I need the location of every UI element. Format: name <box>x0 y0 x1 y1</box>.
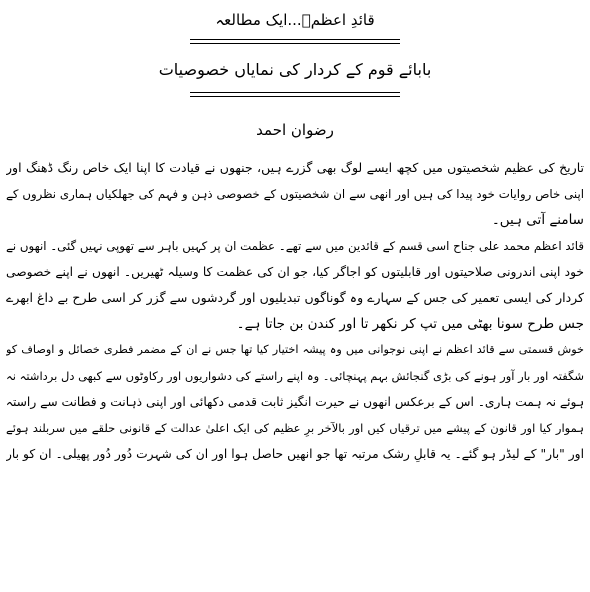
article-title: بابائے قوم کے کردار کی نمایاں خصوصیات <box>158 60 432 79</box>
body-line: جس طرح سونا بھٹی میں تپ کر نکھر تا اور کندن بن جاتا ہے۔ <box>236 316 584 332</box>
body-line: سامنے آتی ہیں۔ <box>491 212 584 228</box>
body-line: ہموار کیا اور قانون کے پیشے میں ترقیاں کیں اور بالآخر برِ عظیم کی ایک اعلیٰ عدالت کے قانونی حلقے میں سربلند ہوئے <box>6 421 584 435</box>
body-line: خود اپنی اندرونی صلاحیتوں اور قابلیتوں کو اجاگر کیا، جو ان کی عظمت کا وسیلہ ٹھیریں۔ انھوں نے اپنے خصوصی <box>6 265 584 279</box>
title-rule-bottom <box>190 92 400 93</box>
body-line: قائد اعظم محمد علی جناح اسی قسم کے قائدین میں سے تھے۔ عظمت ان پر کہیں باہر سے تھوپی نہیں گئی۔ انھوں نے <box>6 239 584 253</box>
body-line: کردار کی ایسی تعمیر کی جس کے سہارے وہ گوناگوں تبدیلیوں اور گردشوں سے گزر کر اسی طرح بے داغ ابھرے <box>6 290 584 305</box>
body-line: خوش قسمتی سے قائد اعظم نے اپنی نوجوانی میں وہ پیشہ اختیار کیا تھا جس نے ان کے مضمر فطری خصائل و اوصاف کو <box>6 343 584 356</box>
body-line: تاریخ کی عظیم شخصیتوں میں کچھ ایسے لوگ بھی گزرے ہیں، جنھوں نے قیادت کا اپنا ایک خاص رنگ ڈھنگ اور <box>6 160 584 175</box>
body-line: اور "بار" کے لیڈر ہو گئے۔ یہ قابلِ رشک مرتبہ تھا جو انھیں حاصل ہوا اور ان کی شہرت دُور دُور پھیلی۔ ان کو بار <box>6 447 584 461</box>
body-line: ہوئے نہ ہمت ہاری۔ اس کے برعکس انھوں نے حیرت انگیز ثابت قدمی دکھائی اور اپنی ذہانت و فطانت سے راستہ <box>6 395 584 409</box>
title-rule-top-inner <box>190 43 400 44</box>
article-body <box>6 155 584 467</box>
title-rule-top <box>190 39 400 40</box>
author-name: رضوان احمد <box>256 121 334 139</box>
series-title: قائدِ اعظمؒ...ایک مطالعہ <box>215 11 375 29</box>
body-line: اپنی خاص روایات خود پیدا کی ہیں اور انھی سے ان شخصیتوں کے خصوصی ذہن و فہم کی جھلکیاں ہماری نظروں کے <box>6 187 584 201</box>
body-line: شگفتہ اور بار آور ہونے کی بڑی گنجائش بہم پہنچائی۔ وہ اپنے راستے کی دشواریوں اور رکاوٹوں سے کبھی دل برداشتہ نہ <box>6 369 584 383</box>
title-rule-bottom-inner <box>190 96 400 97</box>
